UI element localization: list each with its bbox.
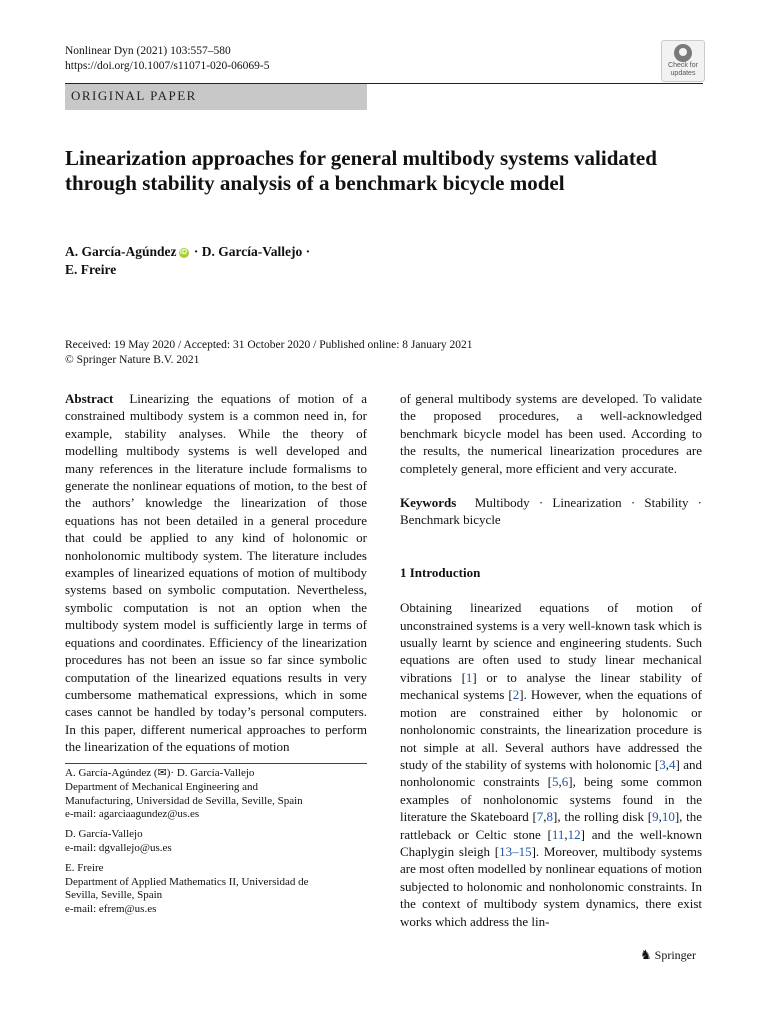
citation-link[interactable]: 10	[661, 809, 675, 825]
section-heading-introduction: 1 Introduction	[400, 564, 481, 580]
author-email[interactable]: e-mail: agarciaagundez@us.es	[65, 808, 200, 821]
author-email[interactable]: e-mail: dgvallejo@us.es	[65, 841, 172, 854]
author-email[interactable]: e-mail: efrem@us.es	[65, 903, 157, 916]
abstract-text: Linearizing the equations of motion of a constrained multibody system is a common need in, for example, stability analyses. While the theory of modelling multibody systems is well developed and many references in the literature include formalisms to generate the nonlinear equations of motion, to the best of the authors’ knowledge the linearization of those equations has not been detailed in a general procedure that could be applied to any kind of holonomic or nonholonomic multibody system. The literature includes examples of linearized equations of motion of multibody systems based on symbolic computation. Nevertheless, symbolic computation is not an option when the multibody system model is sufficiently large in terms of equations and coordinates. Efficiency of the linearization procedures has not been an issue so far since symbolic computation of the linearized equations results in very cumbersome mathematical expressions, which in some cases cannot be handled by today’s personal computers. In this paper, different numerical approaches to perform the linearization of the equations of motion	[65, 391, 368, 755]
intro-text: ], being some common examples of nonholonomic systems found in the literature the Skateboard [	[400, 774, 702, 825]
citation-link[interactable]: 4	[668, 756, 676, 772]
footnote-rule	[65, 763, 367, 764]
affiliation-2	[65, 828, 367, 856]
publication-dates	[65, 338, 473, 367]
journal-citation: Nonlinear Dyn (2021) 103:557–580	[65, 45, 231, 57]
badge-line1: Check for	[668, 62, 698, 69]
publisher-logo	[640, 948, 696, 963]
article-type-band	[65, 84, 367, 110]
affiliation-1	[65, 767, 367, 822]
doi-link[interactable]: https://doi.org/10.1007/s11071-020-06069-5	[65, 60, 270, 72]
intro-text: ], the rolling disk [	[553, 809, 653, 825]
affiliation-3	[65, 862, 367, 917]
badge-line2: updates	[670, 70, 696, 77]
citation-link[interactable]: 12	[567, 826, 581, 842]
article-type-label: ORIGINAL PAPER	[71, 88, 197, 103]
citation-comma: ,	[665, 756, 669, 772]
author-separator: ·	[193, 244, 199, 259]
citation-link[interactable]: 7	[536, 809, 544, 825]
intro-text: ]. However, when the equations of motion are constrained either by holonomic or nonholonomic constraints, the linearization procedure is not simple at all. Several authors have addressed the study of the stability of systems with holonomic [	[400, 687, 702, 772]
intro-text: ] and nonholonomic constraints [	[400, 756, 702, 790]
author-2[interactable]: D. García-Vallejo	[201, 244, 303, 259]
author-affiliations	[65, 767, 367, 923]
citation-link[interactable]: 8	[546, 809, 554, 825]
citation-comma: ,	[658, 809, 662, 825]
author-1[interactable]: A. García-Agúndez	[65, 244, 177, 259]
author-3[interactable]: E. Freire	[65, 262, 117, 277]
dates-line: Received: 19 May 2020 / Accepted: 31 October 2020 / Published online: 8 January 2021	[65, 339, 473, 351]
springer-horse-icon: ♞	[640, 948, 652, 963]
orcid-icon[interactable]: iD	[180, 248, 187, 256]
publisher-name: Springer	[654, 948, 696, 962]
citation-link[interactable]: 9	[652, 809, 659, 825]
affiliation-line: Manufacturing, Universidad de Sevilla, Seville, Spain	[65, 794, 303, 807]
affiliation-line: A. García-Agúndez (✉)· D. García-Vallejo	[65, 767, 255, 779]
citation-link[interactable]: 3	[659, 756, 666, 772]
intro-text: ], the rattleback or Celtic stone [	[400, 809, 702, 842]
author-separator: ·	[305, 244, 311, 259]
keywords-heading: Keywords	[400, 495, 457, 511]
intro-text: ] or to analyse the linear stability of mechanical systems [	[400, 669, 702, 703]
intro-text: ] and the well-known Chaplygin sleigh [	[400, 826, 702, 859]
check-updates-icon	[674, 44, 692, 62]
citation-link[interactable]: 2	[512, 687, 520, 703]
citation-comma: ,	[564, 826, 568, 842]
affiliation-line: D. García-Vallejo	[65, 828, 143, 841]
citation-link[interactable]: 11	[551, 826, 565, 842]
check-for-updates-badge[interactable]	[661, 40, 705, 82]
journal-header	[65, 44, 269, 74]
abstract-block	[65, 390, 367, 756]
abstract-heading: Abstract	[65, 391, 114, 406]
abstract-continuation: of general multibody systems are developed. To validate the proposed procedures, a well-acknowledged benchmark bicycle model has been used. According to the results, the numerical linearization procedures are completely general, more efficient and very accurate.	[400, 391, 702, 476]
affiliation-line: Department of Mechanical Engineering and	[65, 780, 259, 793]
copyright-line: © Springer Nature B.V. 2021	[65, 353, 200, 366]
citation-comma: ,	[543, 809, 547, 825]
affiliation-line: Sevilla, Seville, Spain	[65, 889, 163, 902]
right-column	[400, 390, 702, 930]
citation-link[interactable]: 5	[552, 774, 559, 790]
intro-paragraph	[400, 599, 702, 930]
author-list	[65, 243, 310, 279]
intro-text: ]. Moreover, multibody systems are most often modelled by nonlinear equations of motion subjected to holonomic and nonholonomic constraints. In the context of multibody system dynamics, there exist works which address the lin-	[400, 843, 703, 929]
intro-text: Obtaining linearized equations of motion of unconstrained systems is a very well-known task which is usually learnt by science and engineering students. Such equations are often used to study linear mechanical vibrations [	[400, 600, 702, 685]
keywords-block	[400, 494, 702, 529]
citation-comma: ,	[558, 774, 562, 790]
paper-title: Linearization approaches for general multibody systems validated through stability analysis of a benchmark bicycle model	[65, 146, 657, 195]
citation-link[interactable]: 13–15	[499, 843, 532, 859]
citation-link[interactable]: 6	[561, 774, 569, 790]
citation-link[interactable]: 1	[465, 669, 473, 685]
affiliation-line: Department of Applied Mathematics II, Universidad de	[65, 875, 309, 888]
affiliation-line: E. Freire	[65, 861, 104, 874]
keywords-text: Multibody · Linearization · Stability · Benchmark bicycle	[400, 495, 702, 528]
